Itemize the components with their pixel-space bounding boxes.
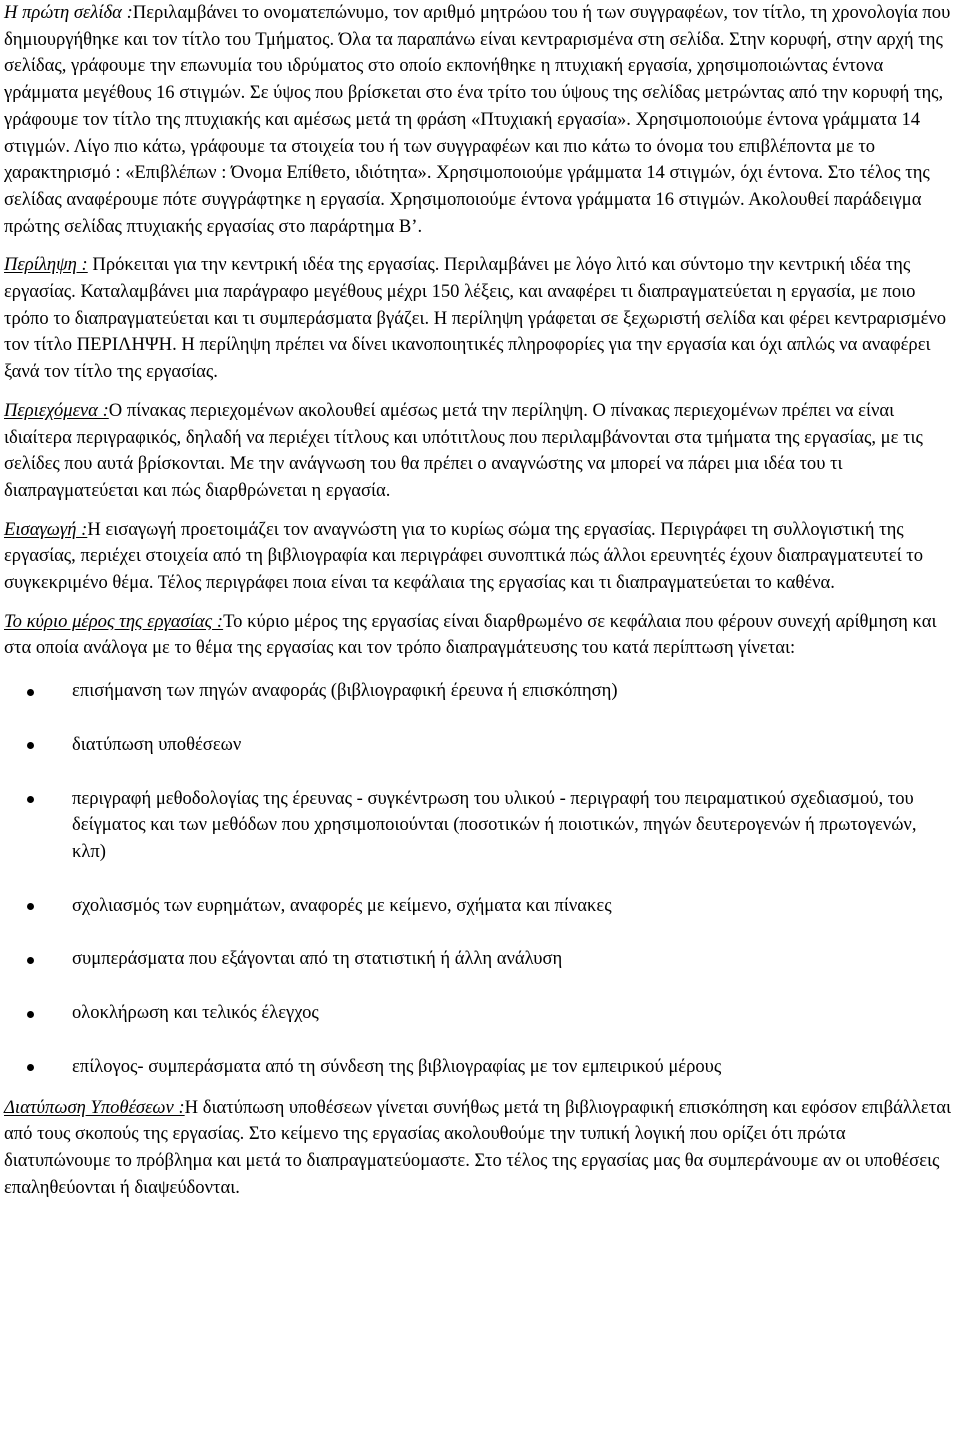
summary-paragraph — [4, 252, 954, 386]
list-item — [4, 893, 954, 920]
list-item-text: διατύπωση υποθέσεων — [72, 733, 242, 755]
list-item — [4, 786, 954, 866]
summary-heading: Περίληψη : — [4, 254, 88, 276]
list-item-text: ολοκλήρωση και τελικός έλεγχος — [72, 1002, 319, 1024]
list-item-text: συμπεράσματα που εξάγονται από τη στατιστική ή άλλη ανάλυση — [72, 948, 563, 970]
list-item-text: περιγραφή μεθοδολογίας της έρευνας - συγκέντρωση του υλικού - περιγραφή του πειραματικού σχεδιασμού, του δείγματος και των μεθόδων που χρησιμοποιούνται (ποσοτικών ή ποιοτικών, πηγών δευτερογενών ή πρωτογενών, κλπ) — [72, 787, 917, 862]
first-page-paragraph — [4, 0, 954, 240]
bullet-dot-icon — [27, 796, 34, 803]
bullet-dot-icon — [27, 957, 34, 964]
list-item — [4, 1000, 954, 1027]
list-item-text: επισήμανση των πηγών αναφοράς (βιβλιογραφική έρευνα ή επισκόπηση) — [72, 680, 618, 702]
bullet-dot-icon — [27, 1011, 34, 1018]
first-page-text: Περιλαμβάνει το ονοματεπώνυμο, τον αριθμό μητρώου του ή των συγγραφέων, τον τίτλο, τη χρονολογία που δημιουργήθηκε και τον τίτλο του Τμήματος. Όλα τα παραπάνω είναι κεντραρισμένα στη σελίδα. Στην κορυφή, στην αρχή της σελίδας, γράφουμε την επωνυμία του ιδρύματος στο οποίο εκπονήθηκε η πτυχιακή εργασία, χρησιμοποιώντας έντονα γράμματα μεγέθους 16 στιγμών. Σε ύψος που βρίσκεται στο ένα τρίτο του ύψους της σελίδας μετρώντας από την κορυφή της, γράφουμε τον τίτλο της πτυχιακής και αμέσως μετά τη φράση «Πτυχιακή εργασία». Χρησιμοποιούμε έντονα γράμματα 14 στιγμών. Λίγο πιο κάτω, γράφουμε τα στοιχεία του ή των συγγραφέων και πιο κάτω το όνομα του επιβλέποντα με το χαρακτηρισμό : «Επιβλέπων : Όνομα Επίθετο, ιδιότητα». Χρησιμοποιούμε γράμματα 14 στιγμών, όχι έντονα. Στο τέλος της σελίδας αναφέρουμε πότε συγγράφτηκε η εργασία. Χρησιμοποιούμε έντονα γράμματα 16 στιγμών. Ακολουθεί παράδειγμα πρώτης σελίδας πτυχιακής εργασίας στο παράρτημα Β’. — [4, 2, 951, 237]
list-item — [4, 678, 954, 705]
summary-text: Πρόκειται για την κεντρική ιδέα της εργασίας. Περιλαμβάνει με λόγο λιτό και σύντομο την κεντρική ιδέα της εργασίας. Καταλαμβάνει μια παράγραφο μεγέθους μέχρι 150 λέξεις, και αναφέρει τι διαπραγματεύεται η εργασία, με ποιο τρόπο το διαπραγματεύεται και τι συμπεράσματα βγάζει. Η περίληψη γράφεται σε ξεχωριστή σελίδα και φέρει κεντραρισμένο τον τίτλο ΠΕΡΙΛΗΨΗ. Η περίληψη πρέπει να δίνει ικανοποιητικές πληροφορίες για την εργασία και όχι απλώς να αναφέρει ξανά τον τίτλο της εργασίας. — [4, 254, 947, 383]
list-item — [4, 732, 954, 759]
contents-paragraph — [4, 398, 954, 505]
hypotheses-paragraph — [4, 1095, 954, 1202]
hypotheses-heading: Διατύπωση Υποθέσεων : — [4, 1096, 185, 1118]
introduction-paragraph — [4, 517, 954, 597]
introduction-text: Η εισαγωγή προετοιμάζει τον αναγνώστη για το κυρίως σώμα της εργασίας. Περιγράφει τη συλλογιστική της εργασίας, περιέχει στοιχεία από τη βιβλιογραφία και περιγράφει συνοπτικά πώς άλλοι ερευνητές έχουν διαπραγματευτεί το συγκεκριμένο θέμα. Τέλος περιγράφει ποια είναι τα κεφάλαια της εργασίας και τι διαπραγματεύεται το καθένα. — [4, 518, 924, 594]
main-body-list — [4, 678, 954, 1080]
bullet-dot-icon — [27, 742, 34, 749]
hypotheses-text: Η διατύπωση υποθέσεων γίνεται συνήθως μετά τη βιβλιογραφική επισκόπηση και εφόσον επιβάλλεται από τους σκοπούς της εργασίας. Στο κείμενο της εργασίας ακολουθούμε την τυπική λογική που ορίζει ότι πρώτα διατυπώνουμε το πρόβλημα και μετά το διαπραγματεύομαστε. Στο τέλος της εργασίας μας θα συμπεράνουμε αν οι υποθέσεις επαληθεύονται ή διαψεύδονται. — [4, 1096, 951, 1198]
introduction-heading: Εισαγωγή : — [4, 518, 88, 540]
list-item-text: σχολιασμός των ευρημάτων, αναφορές με κείμενο, σχήματα και πίνακες — [72, 894, 612, 916]
main-body-heading: Το κύριο μέρος της εργασίας : — [4, 610, 224, 632]
document-body — [4, 0, 954, 1213]
contents-text: Ο πίνακας περιεχομένων ακολουθεί αμέσως μετά την περίληψη. Ο πίνακας περιεχομένων πρέπει να είναι ιδιαίτερα περιγραφικός, δηλαδή να περιέχει τίτλους και υπότιτλους που περιλαμβάνονται στα τμήματα της εργασίας, με τις σελίδες που αυτά βρίσκονται. Με την ανάγνωση του θα πρέπει ο αναγνώστης να μπορεί να πάρει μια ιδέα του τι διαπραγματεύεται και πώς διαρθρώνεται η εργασία. — [4, 399, 923, 501]
contents-heading: Περιεχόμενα : — [4, 399, 109, 421]
first-page-heading: Η πρώτη σελίδα : — [4, 2, 133, 23]
bullet-dot-icon — [27, 689, 34, 696]
list-item-text: επίλογος- συμπεράσματα από τη σύνδεση της βιβλιογραφίας με τον εμπειρικού μέρους — [72, 1055, 722, 1077]
main-body-paragraph — [4, 609, 954, 662]
list-item — [4, 946, 954, 973]
list-item — [4, 1054, 954, 1081]
main-body-text: Το κύριο μέρος της εργασίας είναι διαρθρωμένο σε κεφάλαια που φέρουν συνεχή αρίθμηση και στα οποία ανάλογα με το θέμα της εργασίας και τον τρόπο διαπραγμάτευσης του κατά περίπτωση γίνεται: — [4, 610, 937, 659]
bullet-dot-icon — [27, 903, 34, 910]
bullet-dot-icon — [27, 1064, 34, 1071]
